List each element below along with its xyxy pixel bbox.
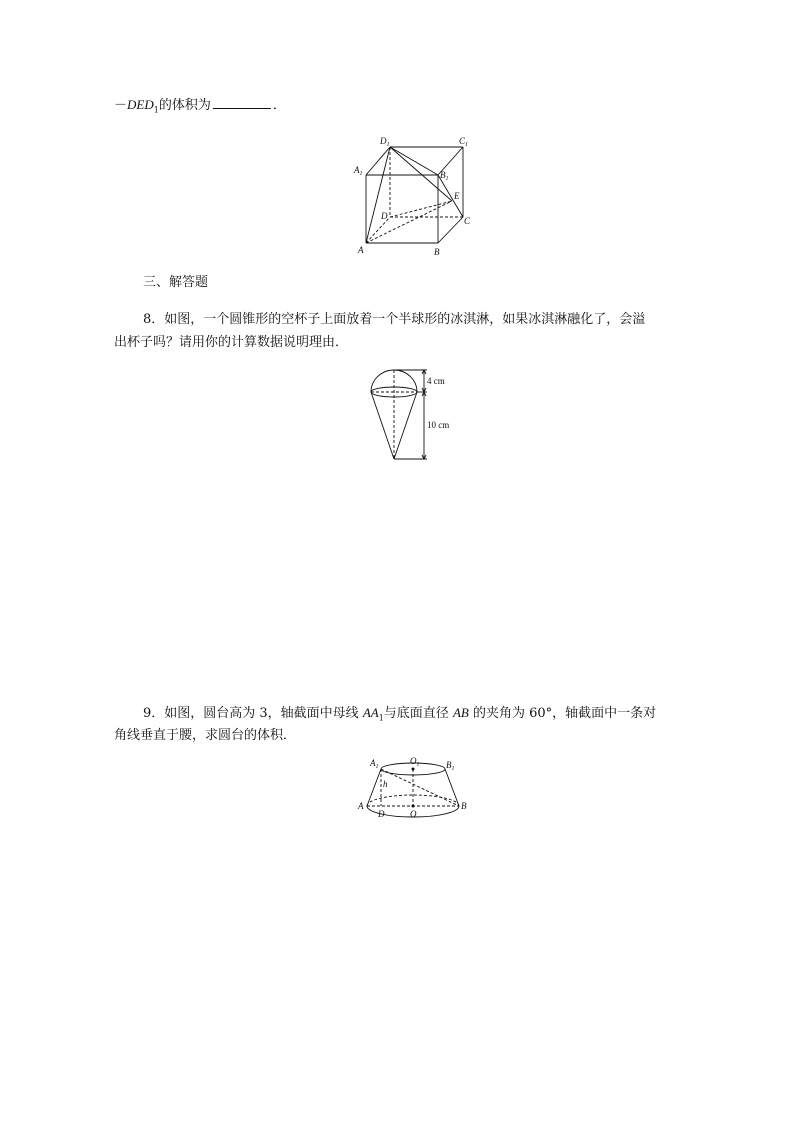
answer-blank[interactable] — [213, 96, 271, 109]
label-C1: $C_1$ — [459, 136, 469, 148]
q7-end: ． — [272, 98, 286, 113]
label-O: O — [410, 809, 417, 819]
q9-text-b: 与底面直径 — [383, 706, 453, 721]
label-C: C — [464, 216, 471, 226]
section-heading: 三、解答题 — [143, 275, 209, 290]
label-B1: $B_1$ — [446, 760, 455, 772]
label-A1: $A_1$ — [354, 165, 363, 177]
label-A: A — [358, 245, 364, 255]
label-B: B — [461, 801, 467, 811]
q9-aa: AA — [362, 705, 379, 720]
label-A1: $A_1$ — [370, 758, 379, 770]
label-h: h — [383, 779, 388, 789]
label-A: A — [358, 801, 364, 811]
label-O1: $O_1$ — [410, 756, 420, 768]
cube-figure — [350, 135, 480, 260]
q9-line-2: 角线垂直于腰，求圆台的体积． — [114, 728, 297, 743]
q7-suffix: 的体积为 — [158, 98, 211, 113]
q8-line-2: 出杯子吗？请用你的计算数据说明理由． — [114, 335, 349, 350]
label-D: D — [381, 211, 388, 221]
q7-expr-sub: 1 — [153, 105, 159, 115]
label-B1: $B_1$ — [440, 170, 449, 182]
frustum-figure — [355, 757, 475, 827]
q9-aa-sub: 1 — [378, 713, 384, 723]
q9-line-1 — [143, 704, 656, 728]
label-D1: $D_1$ — [380, 136, 390, 148]
label-10cm: 10 cm — [427, 420, 450, 430]
q7-expr: DED — [127, 97, 154, 112]
point-O1 — [412, 768, 415, 771]
label-D: D — [378, 809, 385, 819]
label-B: B — [434, 247, 440, 257]
ice-cream-cone-figure — [365, 365, 475, 465]
q9-ab: AB — [452, 705, 469, 720]
q9-text-a: 9．如图，圆台高为 3，轴截面中母线 — [143, 706, 363, 721]
q9-text-c: 的夹角为 60°，轴截面中一条对 — [468, 706, 657, 721]
point-O — [412, 805, 415, 808]
q8-line-1: 8．如图，一个圆锥形的空杯子上面放着一个半球形的冰淇淋，如果冰淇淋融化了，会溢 — [143, 312, 646, 327]
q7-prefix: － — [114, 98, 128, 113]
q7-tail-line — [114, 96, 286, 120]
label-4cm: 4 cm — [427, 376, 445, 386]
label-E: E — [454, 191, 460, 201]
